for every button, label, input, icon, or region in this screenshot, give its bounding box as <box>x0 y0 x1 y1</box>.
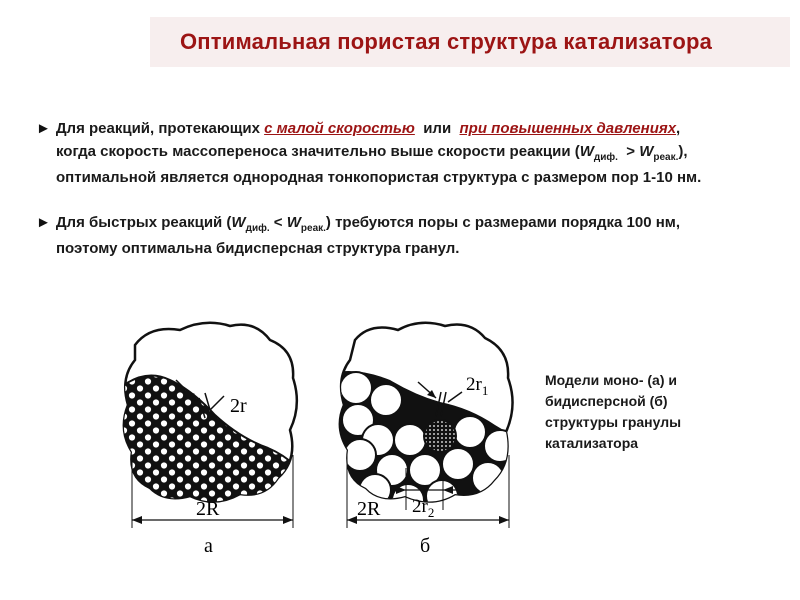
p2-text-b: ) требуются поры с размерами порядка 100 нм, <box>325 214 681 231</box>
p1-text-a: Для реакций, протекающих <box>55 120 265 137</box>
caption-line: катализатора <box>545 435 639 451</box>
p1-line2-text: когда скорость массопереноса значительно выше скорости реакции ( <box>56 143 580 161</box>
p1-text-b: или <box>414 120 460 137</box>
w-letter: W <box>286 214 301 231</box>
label-2R-a: 2R <box>196 498 220 520</box>
w-letter: W <box>579 143 594 161</box>
large-particle <box>344 439 376 471</box>
large-particle <box>454 416 486 448</box>
figure-caption <box>545 370 745 454</box>
panel-label-a: а <box>204 535 213 557</box>
large-particle <box>370 384 402 416</box>
large-particle <box>442 448 474 480</box>
arrowhead-icon <box>347 516 357 524</box>
large-particle <box>394 424 426 456</box>
arrowhead-icon <box>283 516 293 524</box>
sub-dif: диф. <box>593 152 618 164</box>
large-particle <box>484 430 516 462</box>
arrowhead-icon <box>132 516 142 524</box>
granule-b <box>336 323 520 557</box>
w-letter: W <box>639 143 654 161</box>
bullet-arrow-icon: ► <box>36 120 51 137</box>
sub-reak: реак. <box>300 223 326 234</box>
large-particle <box>472 462 504 494</box>
sub-dif: диф. <box>245 223 270 234</box>
p2-text-a: Для быстрых реакций ( <box>55 214 232 231</box>
label-2r1: $2r_1$ <box>466 374 489 398</box>
p1-text-c: , <box>676 120 681 137</box>
caption-line: структуры гранулы <box>545 414 682 430</box>
panel-label-b: б <box>420 535 431 557</box>
p1-line2-end: ), <box>678 143 688 161</box>
micro-porous-particle <box>424 420 456 452</box>
arrowhead-icon <box>499 516 509 524</box>
label-2r2: $2r_2$ <box>412 496 435 520</box>
p2-line2: поэтому оптимальна бидисперсная структура гранул. <box>56 239 460 257</box>
p1-highlight-slow: с малой скоростью <box>264 120 415 137</box>
label-2r: 2r <box>230 395 247 417</box>
bullet-arrow-icon: ► <box>36 214 51 231</box>
p1-highlight-pressure: при повышенных давлениях <box>459 120 677 137</box>
caption-line: Модели моно- (а) и <box>545 372 677 388</box>
p2-lt: < <box>269 214 287 231</box>
w-letter: W <box>231 214 246 231</box>
caption-line: бидисперсной (б) <box>545 393 668 409</box>
granule-a <box>120 323 300 557</box>
sub-reak: реак. <box>653 152 679 164</box>
p1-line3: оптимальной является однородная тонкопористая структура с размером пор 1-10 нм. <box>56 168 702 186</box>
label-2R-b: 2R <box>357 498 381 520</box>
large-particle <box>340 372 372 404</box>
p1-gt: > <box>617 143 640 161</box>
page-title: Оптимальная пористая структура катализатора <box>180 29 713 54</box>
